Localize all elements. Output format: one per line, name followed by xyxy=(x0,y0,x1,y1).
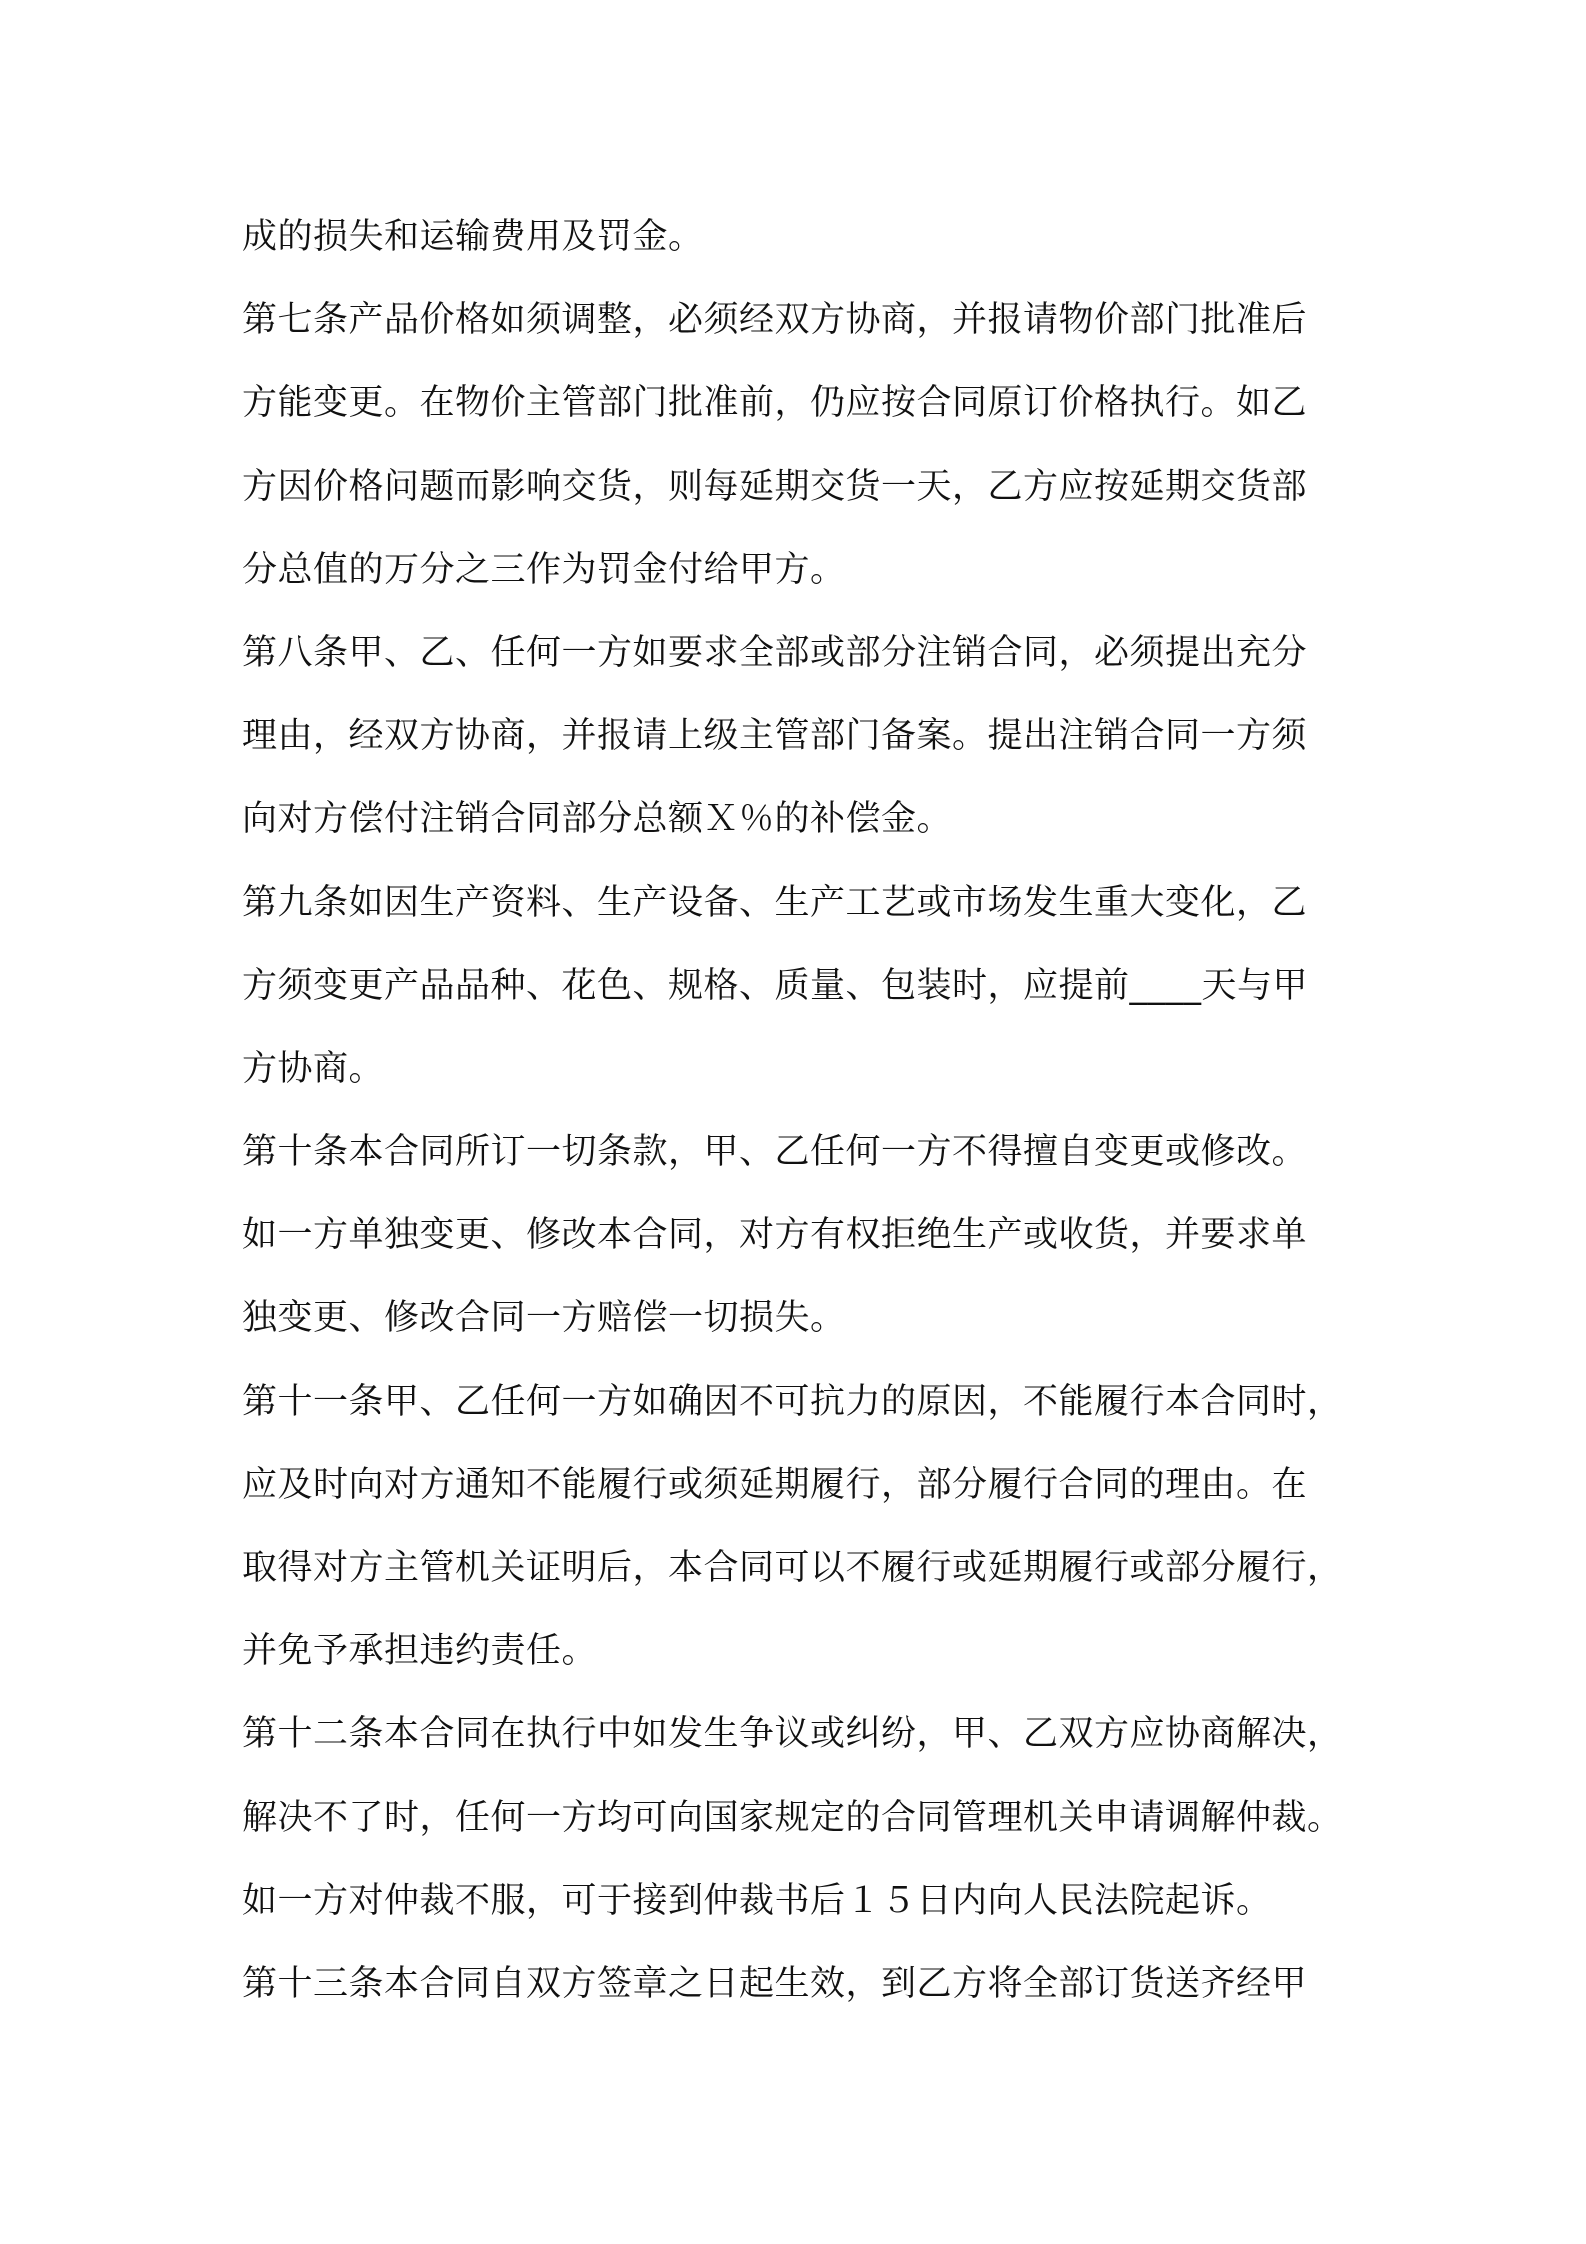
text-line: 第十二条本合同在执行中如发生争议或纠纷，甲、乙双方应协商解决， xyxy=(242,1714,1343,1755)
text-line: 并免予承担违约责任。 xyxy=(242,1631,598,1672)
text-line: 成的损失和运输费用及罚金。 xyxy=(242,217,704,257)
text-line: 分总值的万分之三作为罚金付给甲方。 xyxy=(242,549,846,590)
text-line: 方须变更产品品种、花色、规格、质量、包装时，应提前____天与甲 xyxy=(242,965,1309,1006)
text-line: 方因价格问题而影响交货，则每延期交货一天，乙方应按延期交货部 xyxy=(242,466,1308,507)
text-line: 取得对方主管机关证明后，本合同可以不履行或延期履行或部分履行， xyxy=(242,1548,1343,1588)
text-line: 如一方单独变更、修改本合同，对方有权拒绝生产或收货，并要求单 xyxy=(242,1215,1308,1256)
text-line: 方协商。 xyxy=(242,1048,385,1089)
text-line: 理由，经双方协商，并报请上级主管部门备案。提出注销合同一方须 xyxy=(242,716,1308,757)
text-line: 独变更、修改合同一方赔偿一切损失。 xyxy=(242,1298,846,1339)
text-line: 第七条产品价格如须调整，必须经双方协商，并报请物价部门批准后 xyxy=(242,300,1308,341)
text-line: 第九条如因生产资料、生产设备、生产工艺或市场发生重大变化，乙 xyxy=(242,882,1308,923)
text-line: 第八条甲、乙、任何一方如要求全部或部分注销合同，必须提出充分 xyxy=(242,632,1308,673)
text-line: 解决不了时，任何一方均可向国家规定的合同管理机关申请调解仲裁。 xyxy=(242,1797,1343,1838)
contract-body-text xyxy=(242,196,1392,2026)
text-line: 第十一条甲、乙任何一方如确因不可抗力的原因，不能履行本合同时， xyxy=(242,1381,1343,1422)
text-line: 如一方对仲裁不服，可于接到仲裁书后１５日内向人民法院起诉。 xyxy=(242,1880,1272,1921)
text-line: 第十三条本合同自双方签章之日起生效，到乙方将全部订货送齐经甲 xyxy=(242,1963,1308,2004)
text-line: 应及时向对方通知不能履行或须延期履行，部分履行合同的理由。在 xyxy=(242,1464,1308,1505)
text-line: 方能变更。在物价主管部门批准前，仍应按合同原订价格执行。如乙 xyxy=(242,383,1308,424)
text-line: 向对方偿付注销合同部分总额Ｘ％的补偿金。 xyxy=(242,799,953,840)
text-line: 第十条本合同所订一切条款，甲、乙任何一方不得擅自变更或修改。 xyxy=(242,1132,1308,1173)
